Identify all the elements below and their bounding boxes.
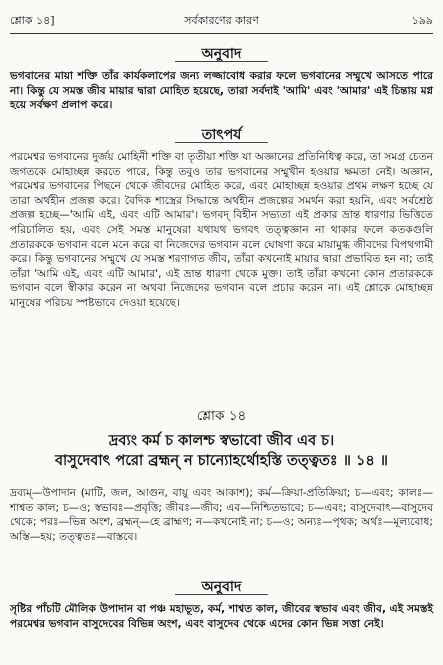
verse-number: শ্লোক ১৪ (196, 408, 247, 424)
page-number: ১৯৯ (411, 14, 433, 27)
heading-underline (175, 61, 268, 62)
translation-text: ভগবানের মায়া শক্তি তাঁর কার্যকলাপের জন্য লজ্জাবোধ করার ফলে ভগবানের সম্মুখে আসতে পারে না। কিন্তু যে সমস্ত জীব মায়ার দ্বারা মোহিত হয়েছে, তারা সর্বদাই 'আমি' এবং 'আমার' এই চিন্তায় মগ্ন হয়ে সর্বক্ষণ প্রলাপ করে। (10, 70, 433, 112)
purport-heading: তাৎপর্য (201, 127, 242, 143)
synonyms-text: দ্রব্যম্—উপাদান (মাটি, জল, আগুন, বায়ু এবং আকাশ); কর্ম—ক্রিয়া-প্রতিক্রিয়া; চ—এবং; কালঃ—শাশ্বত কাল; চ—ও; স্বভাবঃ—প্রবৃত্তি; জীবঃ—জীব; এব—নিশ্চিতভাবে; চ—এবং; বাসুদেবাৎ—বাসুদেব থেকে; পরঃ—ভিন্ন অংশ, ব্রহ্মন্—হে ব্রাহ্মণ; ন—কখনোই না; চ—ও; অন্যঃ—পৃথক; অর্থঃ—মূল্যবোধ; অস্তি—হয়; তত্ত্বতঃ—বাস্তবে। (10, 487, 433, 543)
verse-line-2: বাসুদেবাৎ পরো ব্রহ্মন্ ন চান্যোহর্থোহস্তি তত্ত্বতঃ ॥ ১৪ ॥ (54, 453, 389, 469)
translation-text: সৃষ্টির পাঁচটি মৌলিক উপাদান বা পঞ্চ মহাভূত, কর্ম, শাশ্বত কাল, জীবের স্বভাব এবং জীব, এই সমস্তই পরমেশ্বর ভগবান বাসুদেবের বিভিন্ন অংশ, এবং বাসুদেব থেকে এদের কোন ভিন্ন সত্তা নেই। (10, 603, 433, 630)
translation-section (10, 575, 433, 631)
translation-heading: অনুবাদ (201, 46, 242, 62)
translation-section (10, 42, 433, 113)
translation-heading: অনুবাদ (201, 579, 242, 595)
page-header (10, 14, 433, 34)
purport-text: পরমেশ্বর ভগবানের দুর্জয় মোহিনী শক্তি বা তৃতীয়া শক্তি যা অজ্ঞানের প্রতিনিধিত্ব করে, তা সমগ্র চেতন জগতকে মোহাচ্ছন্ন করতে পারে, কিন্তু তবুও তার ভগবানের সম্মুখীন হওয়ার ক্ষমতা নেই। অজ্ঞান, পরমেশ্বর ভগবানের পিছনে থেকে জীবদের মোহিত করে, এবং মোহাচ্ছন্ন হওয়ার প্রথম লক্ষণ হচ্ছে যে তারা অর্থহীন প্রজল্প করে। বৈদিক শাস্ত্রের সিদ্ধান্তে অর্থহীন প্রজল্পের সমর্থন করা হয়নি, এবং সর্বশ্রেষ্ঠ প্রজল্প হচ্ছে—'আমি এই, এবং এটি আমার'। ভগবদ্ বিহীন সভ্যতা এই প্রকার ভ্রান্ত ধারণার ভিত্তিতে পরিচালিত হয়, এবং সেই সমস্ত মানুষেরা যথাযথ ভগবৎ তত্ত্বজ্ঞান না থাকার ফলে কতকগুলি প্রতারককে ভগবান বলে মনে করে বা নিজেদের ভগবান বলে ঘোষণা করে মায়ামুগ্ধ জীবদের বিপথগামী করে। কিন্তু ভগবানের সম্মুখে যে সমস্ত শরণাগত জীব, তাঁরা কখনোই মায়ার দ্বারা প্রভাবিত হন না; তাই তাঁরা 'আমি এই, এবং এটি আমার', এই ভ্রান্ত ধারণা থেকে মুক্ত। তাই তাঁরা কখনো কোন প্রতারককে ভগবান বলে স্বীকার করেন না অথবা নিজেদের ভগবান বলে প্রচার করেন না। এই শ্লোকে মোহাচ্ছন্ন মানুষের পরিচয় স্পষ্টভাবে দেওয়া হয়েছে। (10, 151, 433, 309)
synonyms-section (10, 486, 433, 544)
purport-section (10, 123, 433, 311)
verse-section (10, 405, 433, 471)
header-chapter-title: সর্বকারণের কারণ (184, 14, 259, 27)
verse-line-1: দ্রব্যং কর্ম চ কালশ্চ স্বভাবো জীব এব চ। (108, 433, 335, 449)
header-verse-ref: শ্লোক ১৪] (10, 14, 55, 27)
heading-underline (175, 594, 268, 595)
heading-underline (175, 142, 268, 143)
